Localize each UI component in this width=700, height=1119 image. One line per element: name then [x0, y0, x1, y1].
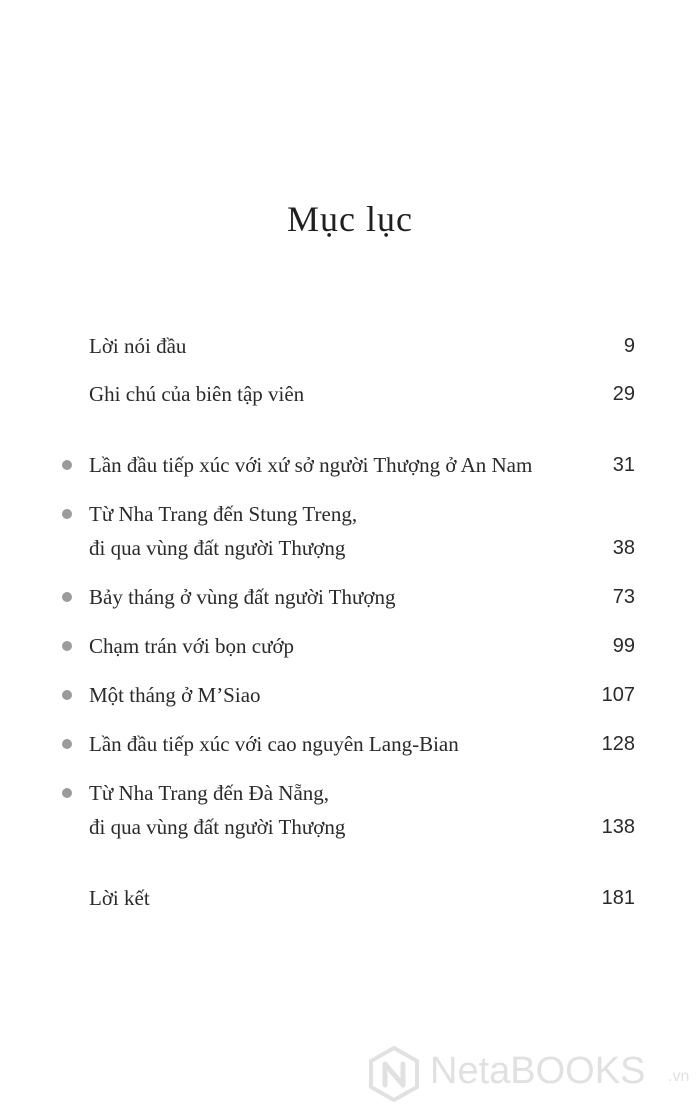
bullet-icon	[62, 460, 72, 470]
page-title: Mục lục	[287, 199, 413, 239]
toc-entry-page: 181	[601, 887, 635, 909]
toc-entry-page: 99	[612, 635, 635, 657]
watermark-suffix: .vn	[668, 1068, 690, 1085]
toc-entry-title: Một tháng ở M’Siao	[89, 683, 261, 707]
watermark-text: NetaBOOKS	[430, 1050, 646, 1092]
toc-entry-page: 128	[601, 733, 635, 755]
toc-entry-page: 38	[612, 537, 635, 559]
bullet-icon	[62, 509, 72, 519]
toc-entry	[89, 580, 635, 614]
bullet-icon	[62, 690, 72, 700]
toc-entry-title: Từ Nha Trang đến Đà Nẵng, đi qua vùng đất người Thượng	[89, 781, 346, 839]
toc-entry-title: Lần đầu tiếp xúc với xứ sở người Thượng ở An Nam	[89, 453, 533, 477]
toc-entry-title: Lời kết	[89, 886, 150, 910]
toc-entry-page: 9	[623, 335, 635, 357]
toc-entry-title: Lần đầu tiếp xúc với cao nguyên Lang-Bian	[89, 732, 459, 756]
bullet-icon	[62, 788, 72, 798]
toc-entry	[89, 776, 635, 844]
bullet-icon	[62, 739, 72, 749]
netabooks-logo-icon	[366, 1046, 422, 1102]
toc-entry	[89, 629, 635, 663]
bullet-icon	[62, 592, 72, 602]
toc-entry-title: Bảy tháng ở vùng đất người Thượng	[89, 585, 396, 609]
toc-entry	[89, 497, 635, 565]
watermark	[366, 1046, 696, 1106]
toc-entry	[89, 448, 635, 482]
toc-entry	[89, 377, 635, 411]
bullet-icon	[62, 641, 72, 651]
toc-entry-page: 29	[612, 383, 635, 405]
toc-entry	[89, 678, 635, 712]
toc-entry-page: 138	[601, 816, 635, 838]
toc-entry-title: Ghi chú của biên tập viên	[89, 382, 305, 406]
toc-entry-title: Chạm trán với bọn cướp	[89, 634, 295, 658]
toc-entry	[89, 329, 635, 363]
toc-entry	[89, 727, 635, 761]
toc-entry	[89, 881, 635, 915]
toc-entry-title: Lời nói đầu	[89, 334, 187, 358]
toc-entry-page: 31	[612, 454, 635, 476]
toc-entry-title: Từ Nha Trang đến Stung Treng, đi qua vùng đất người Thượng	[89, 502, 358, 560]
toc-entry-page: 73	[612, 586, 635, 608]
toc-entry-page: 107	[601, 684, 635, 706]
